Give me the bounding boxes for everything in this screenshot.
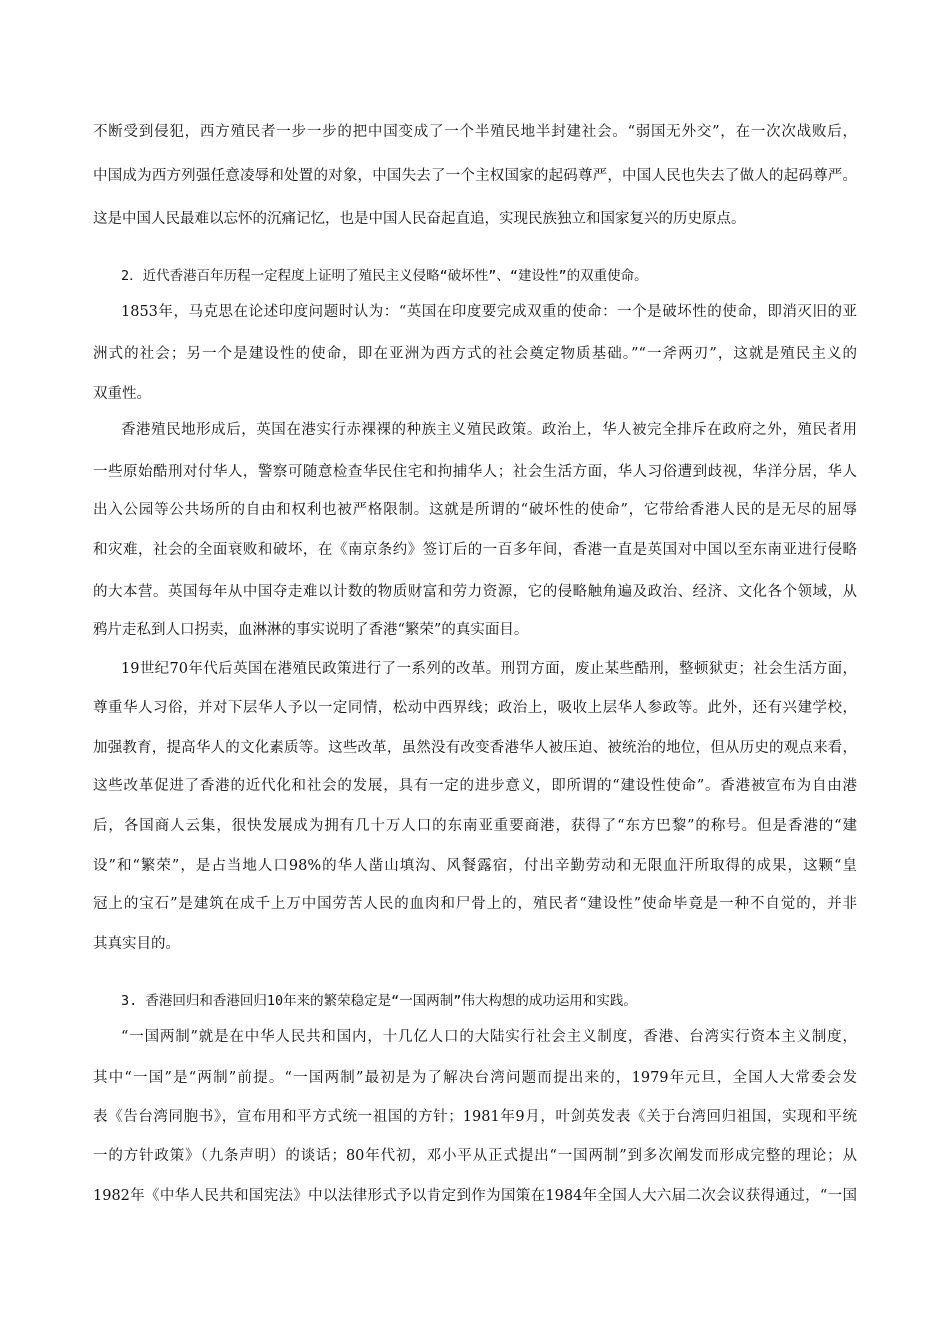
text-line: 其真实目的。	[93, 936, 180, 952]
text-line: 表《告台湾同胞书》，宣布用和平方式统一祖国的方针；1981年9月，叶剑英发表《关于台湾回归祖国，实现和平统	[93, 1109, 857, 1125]
text-line: 鸦片走私到人口拐卖，血淋淋的事实说明了香港“繁荣”的真实面目。	[93, 622, 529, 638]
text-line: 设”和“繁荣”，是占当地人口98%的华人凿山填沟、风餐露宿，付出辛勤劳动和无限血汗所取得的成果，这颗“皇	[93, 858, 857, 874]
text-line: 后，各国商人云集，很快发展成为拥有几十万人口的东南亚重要商港，获得了“东方巴黎”的称号。但是香港的“建	[93, 818, 857, 834]
text-line: 和灾难，社会的全面衰败和破坏，在《南京条约》签订后的一百多年间，香港一直是英国对中国以至东南亚进行侵略	[93, 542, 857, 558]
text-line: 1982年《中华人民共和国宪法》中以法律形式予以肯定到作为国策在1984年全国人大六届二次会议获得通过，“一国	[93, 1188, 857, 1204]
text-line: 其中“一国”是“两制”前提。“一国两制”最初是为了解决台湾问题而提出来的，1979年元旦，全国人大常委会发	[93, 1070, 857, 1086]
text-line: 这是中国人民最难以忘怀的沉痛记忆，也是中国人民奋起直追，实现民族独立和国家复兴的历史原点。	[93, 211, 746, 227]
text-line: 一些原始酷刑对付华人，警察可随意检查华民住宅和拘捕华人；社会生活方面，华人习俗遭到歧视，华洋分居，华人	[93, 464, 857, 480]
text-line: 这些改革促进了香港的近代化和社会的发展，具有一定的进步意义，即所谓的“建设性使命”。香港被宣布为自由港	[93, 778, 857, 794]
text-line: 不断受到侵犯，西方殖民者一步一步的把中国变成了一个半殖民地半封建社会。“弱国无外交”，在一次次战败后，	[93, 124, 857, 140]
text-line: 冠上的宝石”是建筑在成千上万中国劳苦人民的血肉和尸骨上的，殖民者“建设性”使命毕竟是一种不自觉的，并非	[93, 896, 857, 912]
text-line: 尊重华人习俗，并对下层华人予以一定同情，松动中西界线；政治上，吸收上层华人参政等。此外，还有兴建学校，	[93, 700, 857, 716]
text-line: 中国成为西方列强任意凌辱和处置的对象，中国失去了一个主权国家的起码尊严，中国人民也失去了做人的起码尊严。	[93, 168, 857, 184]
text-line: 洲式的社会；另一个是建设性的使命，即在亚洲为西方式的社会奠定物质基础。”“一斧两刃”，这就是殖民主义的	[93, 346, 857, 362]
text-line: “一国两制”就是在中华人民共和国内，十几亿人口的大陆实行社会主义制度，香港、台湾实行资本主义制度，	[121, 1029, 857, 1045]
text-line: 香港殖民地形成后，英国在港实行赤裸裸的种族主义殖民政策。政治上，华人被完全排斥在政府之外，殖民者用	[121, 422, 857, 438]
text-line: 的大本营。英国每年从中国夺走难以计数的物质财富和劳力资源，它的侵略触角遍及政治、经济、文化各个领域，从	[93, 584, 857, 600]
section-heading: 2．近代香港百年历程一定程度上证明了殖民主义侵略“破坏性”、“建设性”的双重使命。	[121, 268, 648, 284]
text-line: 加强教育，提高华人的文化素质等。这些改革，虽然没有改变香港华人被压迫、被统治的地位，但从历史的观点来看，	[93, 740, 857, 756]
section-heading: 3. 香港回归和香港回归10年来的繁荣稳定是“一国两制”伟大构想的成功运用和实践。	[121, 993, 637, 1009]
text-line: 出入公园等公共场所的自由和权利也被严格限制。这就是所谓的“破坏性的使命”，它带给香港人民的是无尽的屈辱	[93, 502, 857, 518]
text-line: 1853年，马克思在论述印度问题时认为：“英国在印度要完成双重的使命：一个是破坏性的使命，即消灭旧的亚	[121, 304, 857, 320]
text-line: 双重性。	[93, 386, 151, 402]
text-line: 一的方针政策》（九条声明）的谈话；80年代初，邓小平从正式提出“一国两制”到多次阐发而形成完整的理论；从	[93, 1148, 857, 1164]
text-line: 19世纪70年代后英国在港殖民政策进行了一系列的改革。刑罚方面，废止某些酷刑，整顿狱吏；社会生活方面，	[121, 661, 857, 677]
